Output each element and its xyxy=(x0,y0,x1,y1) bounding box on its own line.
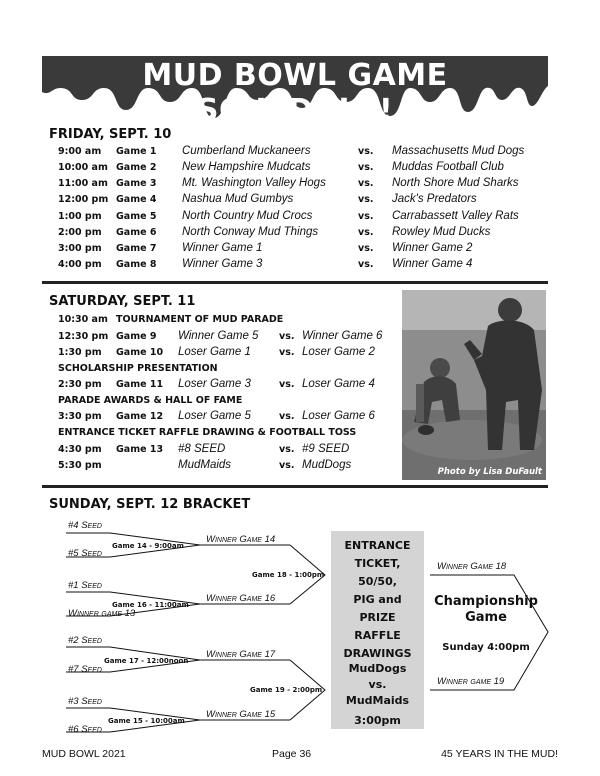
promo-line: ENTRANCE xyxy=(344,539,411,552)
vs-label: vs. xyxy=(279,411,295,422)
game-number: Game 1 xyxy=(116,146,157,157)
game-time: 4:30 pm xyxy=(58,444,102,455)
page-number: Page 36 xyxy=(272,748,312,760)
game-number: Game 6 xyxy=(116,227,157,238)
championship-title-line: Game xyxy=(465,610,507,625)
raffle-promo-box xyxy=(331,531,424,729)
game-time: 2:30 pm xyxy=(58,379,102,390)
promo-line: PIG and xyxy=(353,593,402,606)
winner-label: Winner Game 15 xyxy=(206,709,276,720)
away-team: Loser Game 4 xyxy=(302,378,375,390)
away-team: Winner Game 6 xyxy=(302,330,383,342)
championship-time: Sunday 4:00pm xyxy=(442,642,530,653)
home-team: Nashua Mud Gumbys xyxy=(182,193,294,205)
game-time: 12:30 pm xyxy=(58,331,109,342)
home-team: Loser Game 1 xyxy=(178,346,251,358)
away-team: Winner Game 2 xyxy=(392,242,473,254)
winner-label: Winner Game 16 xyxy=(206,593,276,604)
seed-label: #6 Seed xyxy=(68,724,102,735)
winner-label: Winner Game 14 xyxy=(206,534,276,545)
promo-line: DRAWINGS xyxy=(343,647,412,660)
vs-label: vs. xyxy=(358,243,374,254)
seed-label: #5 Seed xyxy=(68,548,102,559)
sunday-heading: SUNDAY, SEPT. 12 BRACKET xyxy=(49,497,251,512)
winner-label: Winner game 19 xyxy=(437,676,505,687)
game-number: Game 3 xyxy=(116,178,157,189)
photo-credit: Photo by Lisa DuFault xyxy=(437,467,542,477)
game-time: 9:00 am xyxy=(58,146,102,157)
away-team: Jack's Predators xyxy=(392,193,477,205)
home-team: Loser Game 3 xyxy=(178,378,251,390)
game-label: Game 19 - 2:00pm xyxy=(250,686,323,694)
game-number: Game 12 xyxy=(116,411,164,422)
seed-label: #7 Seed xyxy=(68,664,102,675)
home-team: New Hampshire Mudcats xyxy=(182,161,311,173)
event-text: ENTRANCE TICKET RAFFLE DRAWING & FOOTBALL TOSS xyxy=(58,427,357,438)
footer-right: 45 YEARS IN THE MUD! xyxy=(441,748,558,760)
game-number: Game 7 xyxy=(116,243,157,254)
away-team: #9 SEED xyxy=(302,443,350,455)
away-team: Rowley Mud Ducks xyxy=(392,226,491,238)
vs-label: vs. xyxy=(358,194,374,205)
game-time: 1:30 pm xyxy=(58,347,102,358)
promo-line: PRIZE RAFFLE xyxy=(354,611,401,642)
promo-line: 50/50, xyxy=(358,575,397,588)
vs-label: vs. xyxy=(358,146,374,157)
promo-line: 3:00pm xyxy=(354,714,401,727)
home-team: Mt. Washington Valley Hogs xyxy=(182,177,326,189)
home-team: Winner Game 3 xyxy=(182,258,263,270)
vs-label: vs. xyxy=(279,460,295,471)
event-time: 10:30 am xyxy=(58,314,108,325)
home-team: Loser Game 5 xyxy=(178,410,251,422)
game-number: Game 9 xyxy=(116,331,157,342)
event-text: TOURNAMENT OF MUD PARADE xyxy=(116,314,284,325)
home-team: North Conway Mud Things xyxy=(182,226,319,238)
vs-label: vs. xyxy=(358,178,374,189)
vs-label: vs. xyxy=(279,331,295,342)
vs-label: vs. xyxy=(358,211,374,222)
away-team: Loser Game 6 xyxy=(302,410,375,422)
championship-title-line: Championship xyxy=(434,594,538,609)
game-time: 1:00 pm xyxy=(58,211,102,222)
game-time: 3:30 pm xyxy=(58,411,102,422)
vs-label: vs. xyxy=(358,162,374,173)
game-time: 12:00 pm xyxy=(58,194,109,205)
away-team: Winner Game 4 xyxy=(392,258,473,270)
game-label: Game 18 - 1:00pm xyxy=(252,571,325,579)
promo-line: MudMaids xyxy=(345,694,410,707)
game-number: Game 2 xyxy=(116,162,157,173)
game-time: 10:00 am xyxy=(58,162,108,173)
game-label: Game 15 - 10:00am xyxy=(108,717,185,725)
vs-label: vs. xyxy=(279,444,295,455)
page-title: MUD BOWL GAME SCHEDULE! xyxy=(142,58,448,128)
vs-label: vs. xyxy=(358,227,374,238)
promo-line: vs. xyxy=(368,678,387,691)
home-team: Winner Game 5 xyxy=(178,330,259,342)
saturday-heading: SATURDAY, SEPT. 11 xyxy=(49,294,196,309)
game-time: 11:00 am xyxy=(58,178,108,189)
game-number: Game 5 xyxy=(116,211,157,222)
vs-label: vs. xyxy=(358,259,374,270)
away-team: Massachusetts Mud Dogs xyxy=(392,145,525,157)
game-time: 4:00 pm xyxy=(58,259,102,270)
game-label: Game 17 - 12:00noon xyxy=(104,657,189,665)
promo-line: TICKET, xyxy=(354,557,401,570)
home-team: North Country Mud Crocs xyxy=(182,210,313,222)
game-time: 3:00 pm xyxy=(58,243,102,254)
away-team: Carrabassett Valley Rats xyxy=(392,210,519,222)
winner-label: Winner Game 18 xyxy=(437,561,507,572)
game-label: Game 14 - 9:00am xyxy=(112,542,184,550)
away-team: North Shore Mud Sharks xyxy=(392,177,519,189)
game-number: Game 11 xyxy=(116,379,164,390)
seed-label: #2 Seed xyxy=(68,635,102,646)
friday-heading: FRIDAY, SEPT. 10 xyxy=(49,127,172,142)
game-number: Game 4 xyxy=(116,194,157,205)
seed-label: #1 Seed xyxy=(68,580,102,591)
footer-left: MUD BOWL 2021 xyxy=(42,748,126,760)
home-team: Winner Game 1 xyxy=(182,242,263,254)
home-team: #8 SEED xyxy=(178,443,226,455)
game-time: 2:00 pm xyxy=(58,227,102,238)
seed-label: #3 Seed xyxy=(68,696,102,707)
game-number: Game 10 xyxy=(116,347,164,358)
championship-title xyxy=(432,594,540,626)
away-team: Muddas Football Club xyxy=(392,161,504,173)
game-label: Game 16 - 11:00am xyxy=(112,601,189,609)
game-number: Game 8 xyxy=(116,259,157,270)
away-team: MudDogs xyxy=(302,459,352,471)
game-time: 5:30 pm xyxy=(58,460,102,471)
home-team: Cumberland Muckaneers xyxy=(182,145,311,157)
seed-label: #4 Seed xyxy=(68,520,102,531)
event-text: PARADE AWARDS & HALL OF FAME xyxy=(58,395,243,406)
seed-label: Winner game 13 xyxy=(68,608,136,619)
game-number: Game 13 xyxy=(116,444,164,455)
home-team: MudMaids xyxy=(178,459,232,471)
vs-label: vs. xyxy=(279,379,295,390)
promo-line: MudDogs xyxy=(348,662,407,675)
event-text: SCHOLARSHIP PRESENTATION xyxy=(58,363,218,374)
vs-label: vs. xyxy=(279,347,295,358)
away-team: Loser Game 2 xyxy=(302,346,375,358)
winner-label: Winner Game 17 xyxy=(206,649,276,660)
